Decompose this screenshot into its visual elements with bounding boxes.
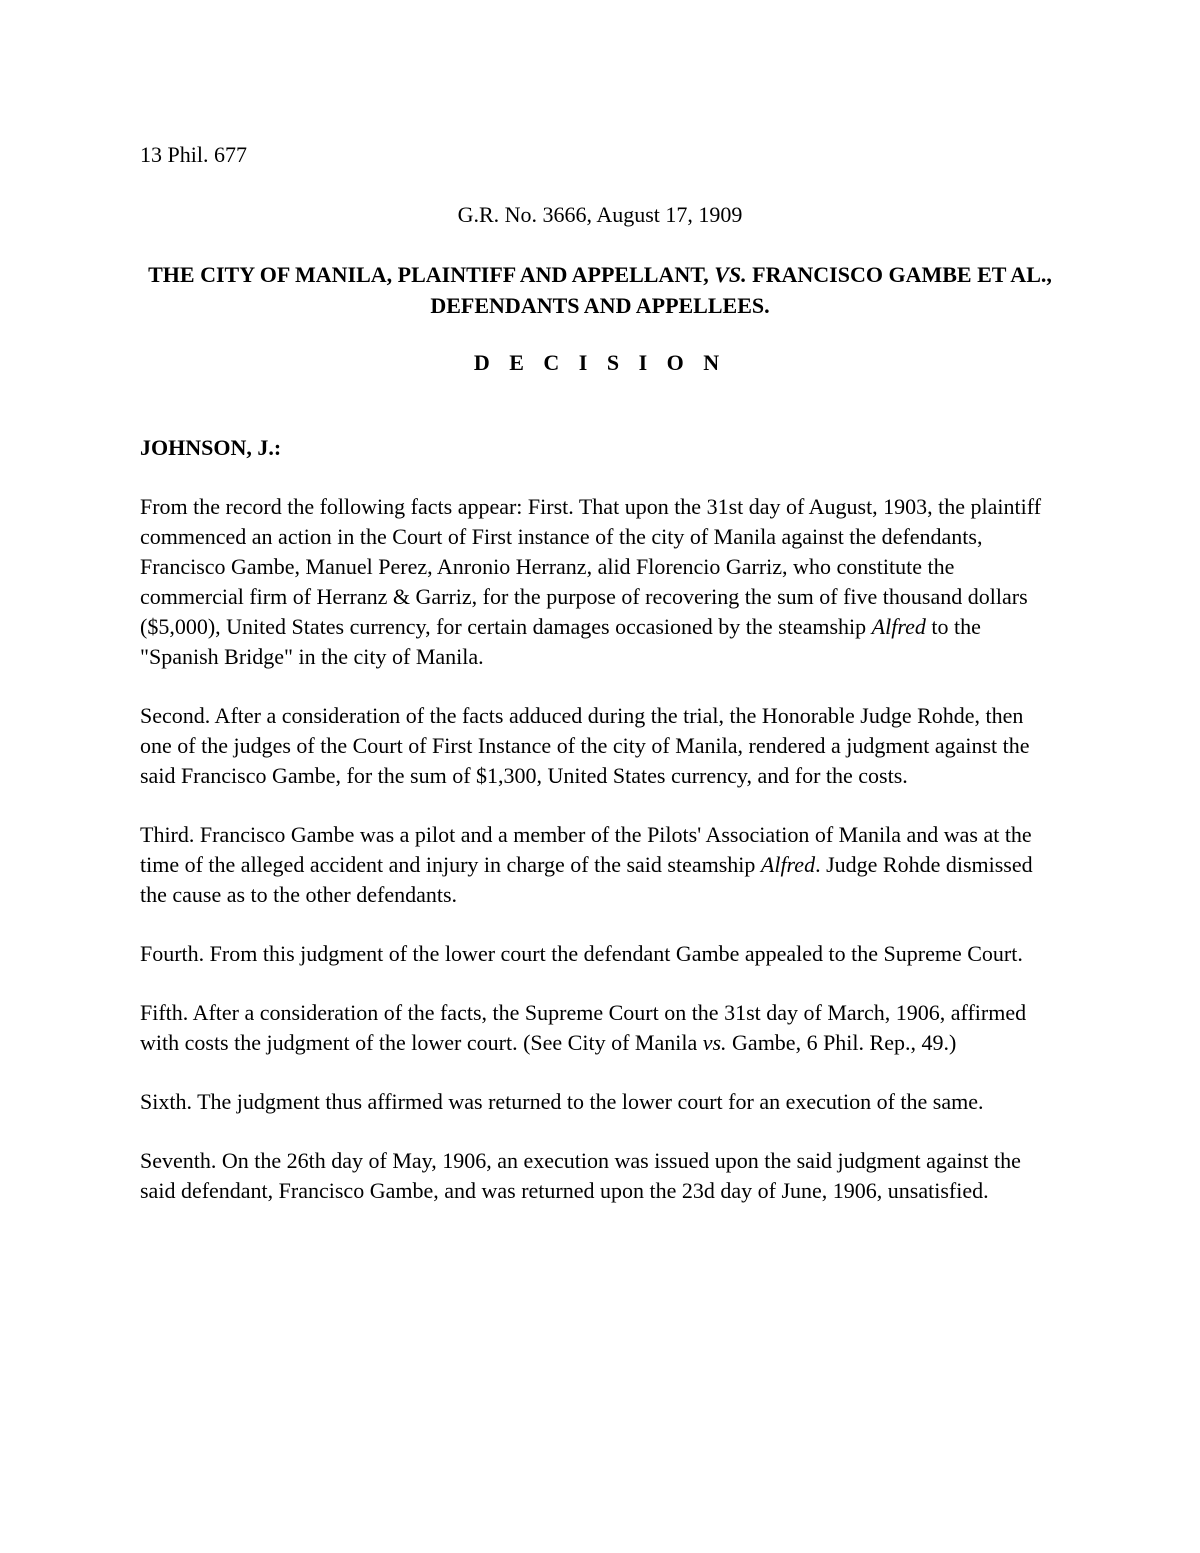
paragraph-seventh [140, 1146, 1060, 1206]
case-title-part2: FRANCISCO GAMBE ET AL., DEFENDANTS AND APPELLEES. [430, 262, 1052, 318]
ship-name-alfred: Alfred [760, 852, 816, 877]
ponente-judge: JOHNSON, J.: [140, 435, 282, 460]
ship-name-alfred: Alfred [871, 614, 926, 639]
docket-number-date: G.R. No. 3666, August 17, 1909 [457, 202, 743, 227]
paragraph-second-text: Second. After a consideration of the facts adduced during the trial, the Honorable Judge Rohde, then one of the judges of the Court of First Instance of the city of Manila, rendered a judgment against the said Francisco Gambe, for the sum of $1,300, United States currency, and for the costs. [140, 703, 1030, 788]
paragraph-fifth-text-b: Gambe, 6 Phil. Rep., 49.) [726, 1030, 957, 1055]
paragraph-seventh-text: Seventh. On the 26th day of May, 1906, an execution was issued upon the said judgment against the said defendant, Francisco Gambe, and was returned upon the 23d day of June, 1906, unsatisfied. [140, 1148, 1021, 1203]
case-citation: 13 Phil. 677 [140, 142, 247, 167]
paragraph-third-text-a: Third. Francisco Gambe was a pilot and a member of the Pilots' Association of Manila and was at the time of the alleged accident and injury in charge of the said steamship [140, 822, 1032, 877]
decision-heading: D E C I S I O N [473, 350, 727, 375]
paragraph-fourth [140, 939, 1060, 969]
paragraph-fifth [140, 998, 1060, 1058]
paragraph-first-text-a: From the record the following facts appear: First. That upon the 31st day of August, 1903, the plaintiff commenced an action in the Court of First instance of the city of Manila against the defendants, Francisco Gambe, Manuel Perez, Anronio Herranz, alid Florencio Garriz, who constitute the commercial firm of Herranz & Garriz, for the purpose of recovering the sum of five thousand dollars ($5,000), United States currency, for certain damages occasioned by the steamship [140, 494, 1042, 639]
case-title-vs: VS. [714, 262, 747, 287]
paragraph-sixth [140, 1087, 1060, 1117]
versus-abbrev: vs. [702, 1030, 727, 1055]
paragraph-third-text-b: . Judge Rohde dismissed the cause as to the other defendants. [140, 852, 1033, 907]
case-title-part1: THE CITY OF MANILA, PLAINTIFF AND APPELLANT, [148, 262, 715, 287]
paragraph-fifth-text-a: Fifth. After a consideration of the facts, the Supreme Court on the 31st day of March, 1906, affirmed with costs the judgment of the lower court. (See City of Manila [140, 1000, 1027, 1055]
paragraph-first-text-b: to the "Spanish Bridge" in the city of Manila. [140, 614, 981, 669]
paragraph-fourth-text: Fourth. From this judgment of the lower court the defendant Gambe appealed to the Supreme Court. [140, 941, 1023, 966]
document-page [140, 140, 1060, 1206]
paragraph-first [140, 492, 1060, 672]
case-title [140, 259, 1060, 321]
paragraph-sixth-text: Sixth. The judgment thus affirmed was returned to the lower court for an execution of the same. [140, 1089, 984, 1114]
paragraph-third [140, 820, 1060, 910]
paragraph-second [140, 701, 1060, 791]
